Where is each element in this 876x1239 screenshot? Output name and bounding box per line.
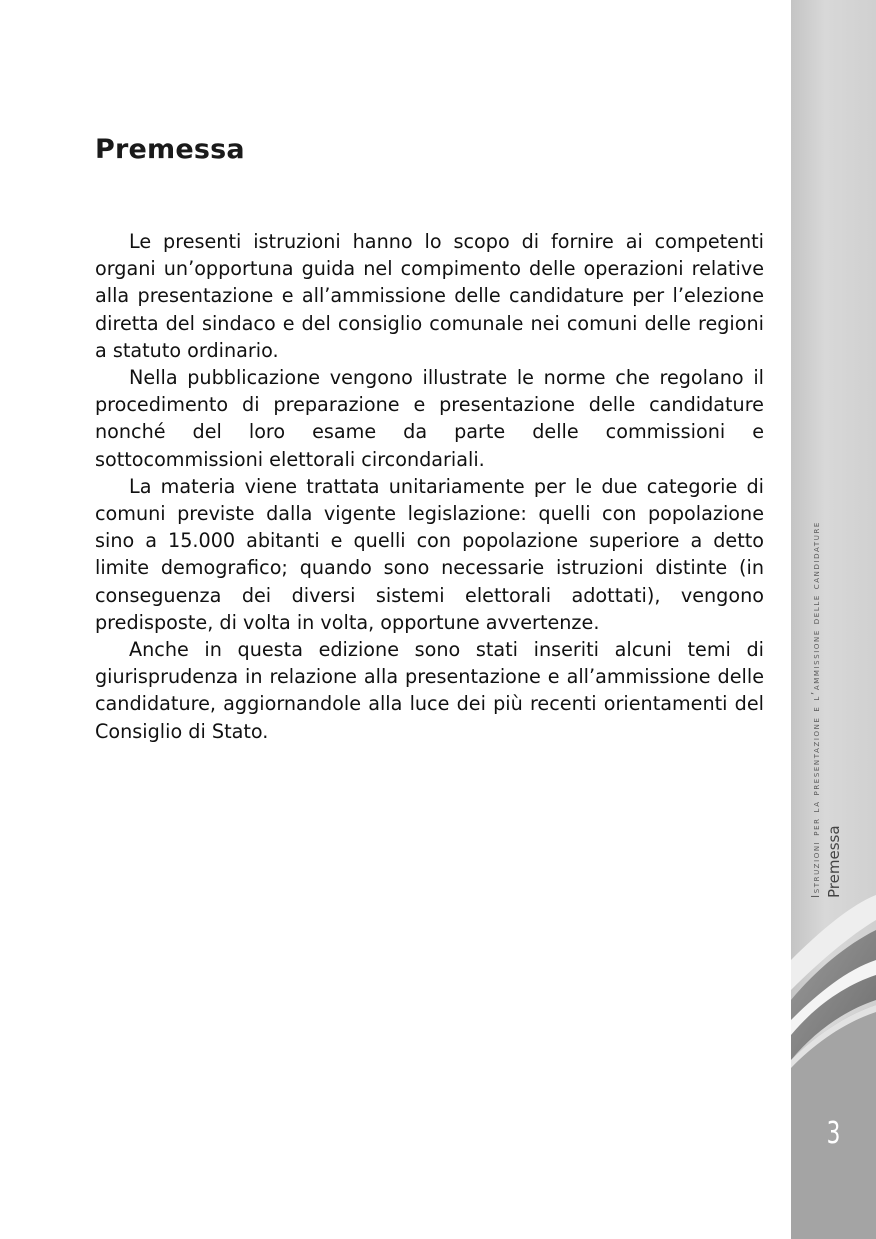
body-text [95, 228, 764, 745]
page-number: 3 [826, 1116, 841, 1151]
running-title: Istruzioni per la presentazione e l’ammissione delle candidature [810, 521, 822, 898]
paragraph: Nella pubblicazione vengono illustrate le norme che regolano il procedimento di preparazione e presentazione delle candidature nonché del loro esame da parte delle commissioni e sottocommissioni elettorali circondariali. [95, 366, 764, 471]
paragraph: Anche in questa edizione sono stati inseriti alcuni temi di giurisprudenza in relazione alla presentazione e all’ammissione delle candidature, aggiornandole alla luce dei più recenti orientamenti del Consiglio di Stato. [95, 638, 764, 743]
paragraph: Le presenti istruzioni hanno lo scopo di fornire ai competenti organi un’opportuna guida nel compimento delle operazioni relative alla presentazione e all’ammissione delle candidature per l’elezione diretta del sindaco e del consiglio comunale nei comuni delle regioni a statuto ordinario. [95, 230, 764, 362]
page-title: Premessa [95, 134, 245, 165]
running-header [808, 458, 844, 898]
paragraph: La materia viene trattata unitariamente per le due categorie di comuni previste dalla vigente legislazione: quelli con popolazione sino a 15.000 abitanti e quelli con popolazione superiore a detto limite demografico; quando sono necessarie istruzioni distinte (in conseguenza dei diversi sistemi elettorali adottati), vengono predisposte, di volta in volta, opportune avvertenze. [95, 474, 764, 634]
running-section: Premessa [825, 825, 843, 898]
